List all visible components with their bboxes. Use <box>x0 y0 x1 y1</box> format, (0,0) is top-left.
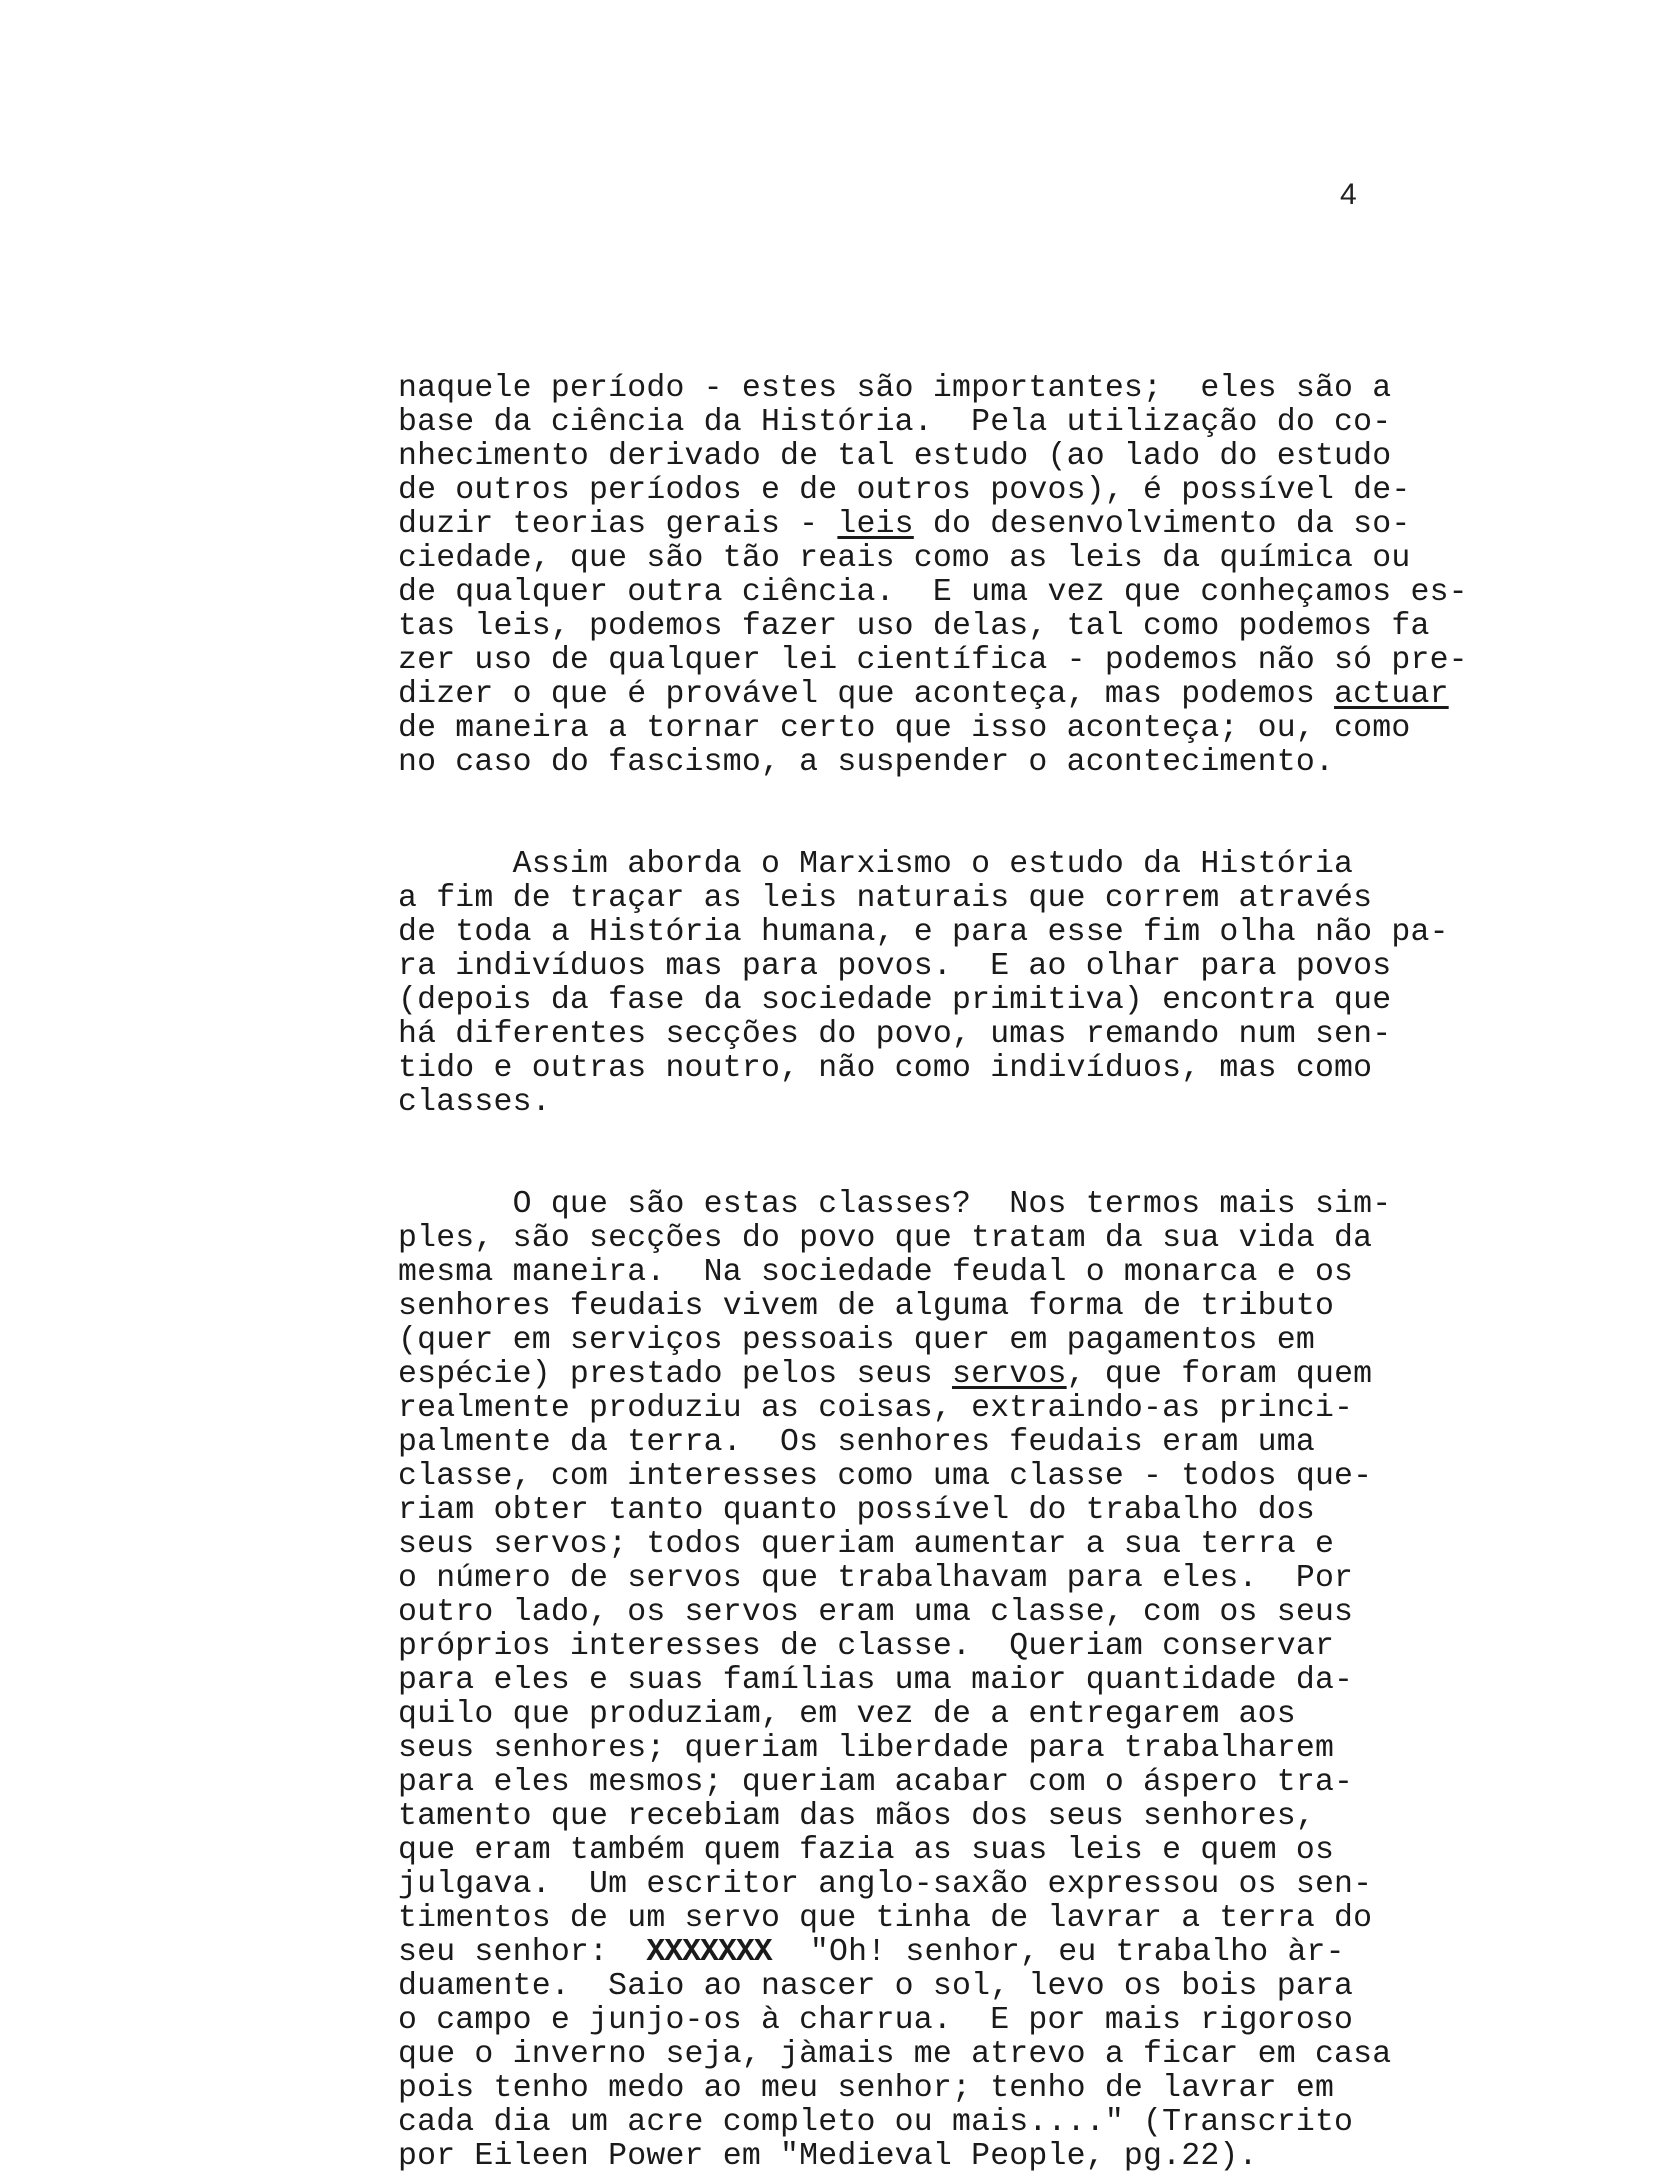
text-line <box>398 2004 1548 2038</box>
text-segment: próprios interesses de classe. Queriam conservar <box>398 1629 1335 1664</box>
text-segment: senhores feudais vivem de alguma forma de tributo <box>398 1289 1335 1324</box>
text-line <box>398 2106 1548 2140</box>
text-line <box>398 1290 1548 1324</box>
text-line <box>398 1358 1548 1392</box>
text-line <box>398 1086 1548 1120</box>
text-line <box>398 610 1548 644</box>
text-line <box>398 1256 1548 1290</box>
text-line <box>398 1562 1548 1596</box>
text-line <box>398 1222 1548 1256</box>
text-segment: que eram também quem fazia as suas leis e quem os <box>398 1833 1335 1868</box>
text-line <box>398 1596 1548 1630</box>
text-segment: de qualquer outra ciência. E uma vez que conheçamos es- <box>398 575 1468 610</box>
underlined-word: actuar <box>1334 677 1449 712</box>
paragraph-2 <box>398 848 1548 1120</box>
text-segment: zer uso de qualquer lei científica - podemos não só pre- <box>398 643 1468 678</box>
paragraph-3 <box>398 1188 1548 2174</box>
text-line <box>398 678 1548 712</box>
text-segment: dizer o que é provável que aconteça, mas podemos <box>398 677 1335 712</box>
text-line <box>398 712 1548 746</box>
text-segment: para eles e suas famílias uma maior quantidade da- <box>398 1663 1354 1698</box>
text-segment: espécie) prestado pelos seus <box>398 1357 952 1392</box>
text-segment: timentos de um servo que tinha de lavrar a terra do <box>398 1901 1373 1936</box>
text-segment: tas leis, podemos fazer uso delas, tal como podemos fa <box>398 609 1430 644</box>
text-segment: seu senhor: <box>398 1935 647 1970</box>
text-line <box>398 1392 1548 1426</box>
text-segment: de outros períodos e de outros povos), é possível de- <box>398 473 1411 508</box>
text-segment: riam obter tanto quanto possível do trabalho dos <box>398 1493 1315 1528</box>
text-segment: base da ciência da História. Pela utilização do co- <box>398 405 1392 440</box>
text-line <box>398 372 1548 406</box>
text-line <box>398 1834 1548 1868</box>
text-line <box>398 1528 1548 1562</box>
text-line <box>398 984 1548 1018</box>
text-segment: o campo e junjo-os à charrua. E por mais rigoroso <box>398 2003 1354 2038</box>
text-segment: no caso do fascismo, a suspender o acontecimento. <box>398 745 1335 780</box>
text-line <box>398 1698 1548 1732</box>
underlined-word: servos <box>952 1357 1067 1392</box>
text-line <box>398 2038 1548 2072</box>
text-line <box>398 1766 1548 1800</box>
typewritten-body <box>398 372 1548 2174</box>
text-line <box>398 474 1548 508</box>
text-line <box>398 1188 1548 1222</box>
text-segment: , que foram quem <box>1066 1357 1373 1392</box>
text-segment: ra indivíduos mas para povos. E ao olhar para povos <box>398 949 1392 984</box>
text-segment: (quer em serviços pessoais quer em pagamentos em <box>398 1323 1315 1358</box>
page-number: 4 <box>1340 178 1357 211</box>
text-segment: há diferentes secções do povo, umas remando num sen- <box>398 1017 1392 1052</box>
text-segment: por Eileen Power em "Medieval People, pg.22). <box>398 2139 1258 2174</box>
text-segment: mesma maneira. Na sociedade feudal o monarca e os <box>398 1255 1354 1290</box>
text-segment: o número de servos que trabalhavam para eles. Por <box>398 1561 1354 1596</box>
text-line <box>398 576 1548 610</box>
text-segment: de toda a História humana, e para esse fim olha não pa- <box>398 915 1449 950</box>
text-segment: julgava. Um escritor anglo-saxão expressou os sen- <box>398 1867 1373 1902</box>
text-line <box>398 882 1548 916</box>
text-segment: palmente da terra. Os senhores feudais eram uma <box>398 1425 1315 1460</box>
text-line <box>398 1732 1548 1766</box>
text-line <box>398 916 1548 950</box>
text-line <box>398 406 1548 440</box>
text-segment: duzir teorias gerais - <box>398 507 838 542</box>
text-line <box>398 1970 1548 2004</box>
text-line <box>398 1800 1548 1834</box>
text-segment: pois tenho medo ao meu senhor; tenho de lavrar em <box>398 2071 1335 2106</box>
struck-out-text: XXXXXXX <box>646 1935 772 1970</box>
text-line <box>398 950 1548 984</box>
text-segment: ciedade, que são tão reais como as leis da química ou <box>398 541 1411 576</box>
text-segment: ples, são secções do povo que tratam da sua vida da <box>398 1221 1373 1256</box>
text-line <box>398 542 1548 576</box>
text-line <box>398 1460 1548 1494</box>
text-segment: realmente produziu as coisas, extraindo-as princi- <box>398 1391 1354 1426</box>
text-segment: Assim aborda o Marxismo o estudo da História <box>398 847 1354 882</box>
text-line <box>398 644 1548 678</box>
underlined-word: leis <box>837 507 914 542</box>
text-segment: seus servos; todos queriam aumentar a sua terra e <box>398 1527 1335 1562</box>
text-line <box>398 746 1548 780</box>
text-line <box>398 848 1548 882</box>
text-line <box>398 2072 1548 2106</box>
text-line <box>398 1426 1548 1460</box>
text-segment: seus senhores; queriam liberdade para trabalharem <box>398 1731 1335 1766</box>
text-segment: classe, com interesses como uma classe - todos que- <box>398 1459 1373 1494</box>
paragraph-1 <box>398 372 1548 780</box>
text-segment: classes. <box>398 1085 551 1120</box>
text-segment: (depois da fase da sociedade primitiva) encontra que <box>398 983 1392 1018</box>
text-segment: quilo que produziam, em vez de a entregarem aos <box>398 1697 1296 1732</box>
text-line <box>398 1494 1548 1528</box>
text-segment: cada dia um acre completo ou mais...." (Transcrito <box>398 2105 1354 2140</box>
text-segment: tamento que recebiam das mãos dos seus senhores, <box>398 1799 1315 1834</box>
text-line <box>398 1630 1548 1664</box>
text-segment: "Oh! senhor, eu trabalho àr- <box>771 1935 1345 1970</box>
text-segment: tido e outras noutro, não como indivíduos, mas como <box>398 1051 1373 1086</box>
text-line <box>398 1868 1548 1902</box>
text-line <box>398 1664 1548 1698</box>
text-segment: outro lado, os servos eram uma classe, com os seus <box>398 1595 1354 1630</box>
text-segment: naquele período - estes são importantes; eles são a <box>398 371 1392 406</box>
text-segment: para eles mesmos; queriam acabar com o áspero tra- <box>398 1765 1354 1800</box>
text-line <box>398 1052 1548 1086</box>
text-line <box>398 1902 1548 1936</box>
text-line <box>398 1324 1548 1358</box>
text-segment: nhecimento derivado de tal estudo (ao lado do estudo <box>398 439 1392 474</box>
text-segment: a fim de traçar as leis naturais que correm através <box>398 881 1373 916</box>
text-segment: O que são estas classes? Nos termos mais sim- <box>398 1187 1392 1222</box>
text-segment: duamente. Saio ao nascer o sol, levo os bois para <box>398 1969 1354 2004</box>
text-line <box>398 508 1548 542</box>
text-line <box>398 1936 1548 1970</box>
text-line <box>398 440 1548 474</box>
text-segment: de maneira a tornar certo que isso aconteça; ou, como <box>398 711 1411 746</box>
text-line <box>398 1018 1548 1052</box>
text-segment: do desenvolvimento da so- <box>913 507 1411 542</box>
text-segment: que o inverno seja, jàmais me atrevo a ficar em casa <box>398 2037 1392 2072</box>
text-line <box>398 2140 1548 2174</box>
